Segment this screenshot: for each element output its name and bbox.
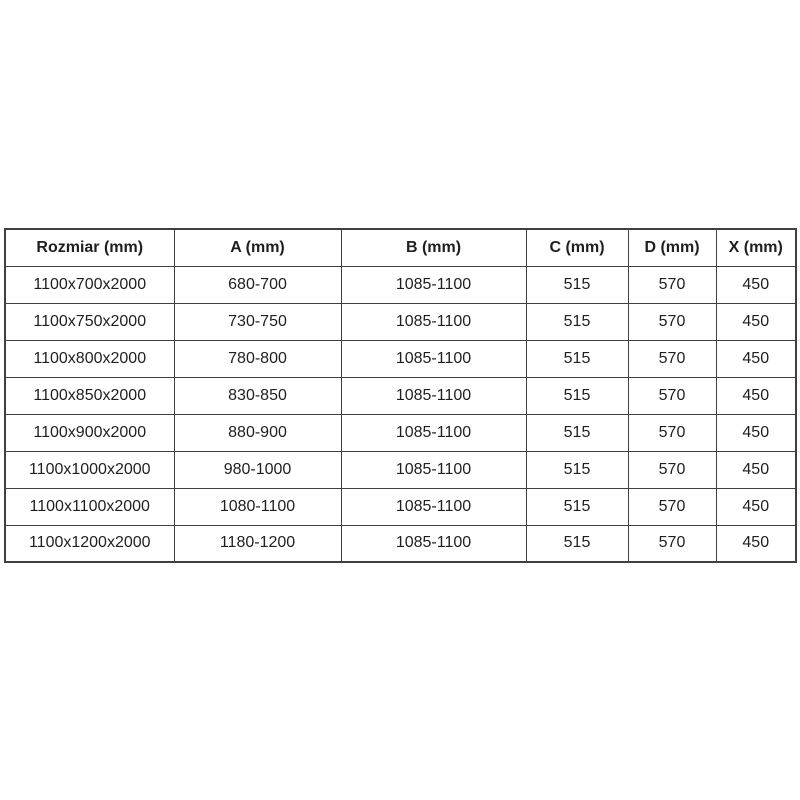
table-row bbox=[5, 303, 796, 340]
table-cell: 570 bbox=[628, 414, 716, 451]
table-cell: 680-700 bbox=[174, 266, 341, 303]
table-cell: 450 bbox=[716, 303, 796, 340]
column-header-b: B (mm) bbox=[341, 229, 526, 266]
table-cell: 1085-1100 bbox=[341, 488, 526, 525]
size-table-container bbox=[4, 228, 795, 563]
table-cell: 1085-1100 bbox=[341, 414, 526, 451]
table-cell: 570 bbox=[628, 377, 716, 414]
table-cell: 515 bbox=[526, 488, 628, 525]
column-header-rozmiar: Rozmiar (mm) bbox=[5, 229, 174, 266]
table-cell: 1180-1200 bbox=[174, 525, 341, 562]
table-row bbox=[5, 451, 796, 488]
table-cell: 1085-1100 bbox=[341, 340, 526, 377]
table-cell: 780-800 bbox=[174, 340, 341, 377]
size-table bbox=[4, 228, 797, 563]
table-cell: 515 bbox=[526, 525, 628, 562]
table-cell: 515 bbox=[526, 266, 628, 303]
table-row bbox=[5, 377, 796, 414]
table-cell: 450 bbox=[716, 451, 796, 488]
table-cell: 450 bbox=[716, 266, 796, 303]
table-cell: 1085-1100 bbox=[341, 377, 526, 414]
table-cell: 570 bbox=[628, 488, 716, 525]
table-cell: 515 bbox=[526, 303, 628, 340]
table-cell: 1085-1100 bbox=[341, 525, 526, 562]
table-cell: 1100x750x2000 bbox=[5, 303, 174, 340]
table-row bbox=[5, 340, 796, 377]
table-cell: 570 bbox=[628, 340, 716, 377]
table-cell: 515 bbox=[526, 340, 628, 377]
table-cell: 1100x1200x2000 bbox=[5, 525, 174, 562]
size-table-header bbox=[5, 229, 796, 266]
table-cell: 570 bbox=[628, 451, 716, 488]
table-cell: 1100x850x2000 bbox=[5, 377, 174, 414]
table-cell: 450 bbox=[716, 414, 796, 451]
table-cell: 570 bbox=[628, 525, 716, 562]
table-cell: 570 bbox=[628, 266, 716, 303]
table-cell: 450 bbox=[716, 525, 796, 562]
table-cell: 730-750 bbox=[174, 303, 341, 340]
column-header-a: A (mm) bbox=[174, 229, 341, 266]
table-row bbox=[5, 414, 796, 451]
table-row bbox=[5, 266, 796, 303]
table-cell: 1100x1100x2000 bbox=[5, 488, 174, 525]
table-cell: 1085-1100 bbox=[341, 303, 526, 340]
column-header-x: X (mm) bbox=[716, 229, 796, 266]
table-cell: 515 bbox=[526, 414, 628, 451]
column-header-d: D (mm) bbox=[628, 229, 716, 266]
table-row bbox=[5, 525, 796, 562]
table-cell: 450 bbox=[716, 488, 796, 525]
table-row bbox=[5, 488, 796, 525]
table-cell: 515 bbox=[526, 451, 628, 488]
header-row bbox=[5, 229, 796, 266]
column-header-c: C (mm) bbox=[526, 229, 628, 266]
table-cell: 450 bbox=[716, 340, 796, 377]
table-cell: 1100x800x2000 bbox=[5, 340, 174, 377]
table-cell: 570 bbox=[628, 303, 716, 340]
table-cell: 1100x700x2000 bbox=[5, 266, 174, 303]
table-cell: 1085-1100 bbox=[341, 266, 526, 303]
table-cell: 980-1000 bbox=[174, 451, 341, 488]
table-cell: 1100x900x2000 bbox=[5, 414, 174, 451]
table-cell: 515 bbox=[526, 377, 628, 414]
table-cell: 1100x1000x2000 bbox=[5, 451, 174, 488]
table-cell: 450 bbox=[716, 377, 796, 414]
table-cell: 830-850 bbox=[174, 377, 341, 414]
size-table-body bbox=[5, 266, 796, 562]
table-cell: 1085-1100 bbox=[341, 451, 526, 488]
table-cell: 880-900 bbox=[174, 414, 341, 451]
table-cell: 1080-1100 bbox=[174, 488, 341, 525]
